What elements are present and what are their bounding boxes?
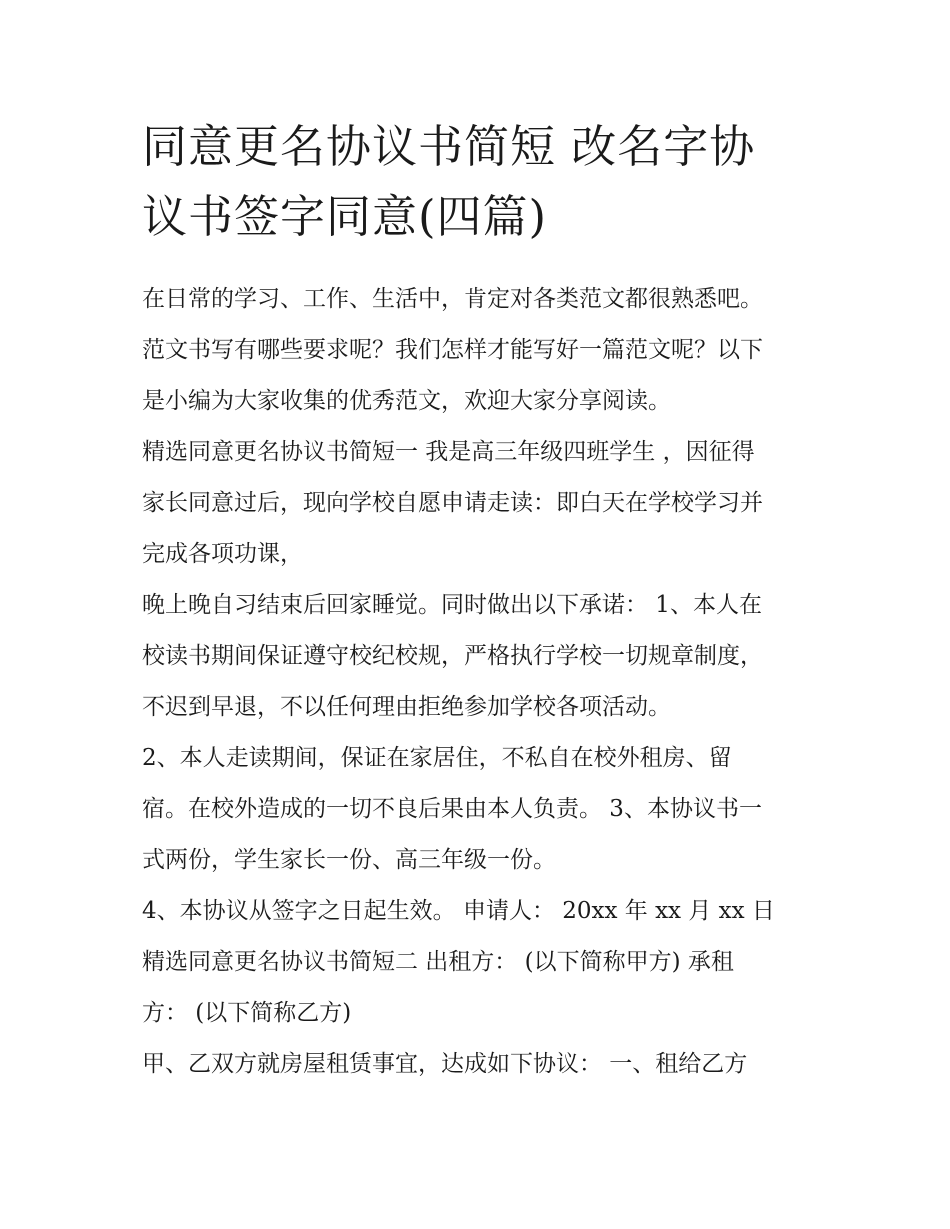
body-line-9: 不迟到早退，不以任何理由拒绝参加学校各项活动。 — [142, 694, 671, 720]
body-line-13: 4、本协议从签字之日起生效。 申请人： 20xx 年 xx 月 xx 日 — [142, 898, 775, 924]
body-line-11: 宿。在校外造成的一切不良后果由本人负责。 3、本协议书一 — [142, 796, 762, 822]
document-title — [142, 112, 822, 252]
body-line-3: 是小编为大家收集的优秀范文，欢迎大家分享阅读。 — [142, 388, 671, 414]
body-line-5: 家长同意过后，现向学校自愿申请走读：即白天在学校学习并 — [142, 490, 763, 516]
body-line-2: 范文书写有哪些要求呢？我们怎样才能写好一篇范文呢？以下 — [142, 337, 763, 363]
body-line-12: 式两份，学生家长一份、高三年级一份。 — [142, 847, 556, 873]
body-line-1: 在日常的学习、工作、生活中，肯定对各类范文都很熟悉吧。 — [142, 286, 763, 312]
document-body — [142, 274, 818, 1090]
body-line-16: 甲、乙双方就房屋租赁事宜，达成如下协议： 一、租给乙方 — [142, 1051, 748, 1077]
body-line-15: 方： (以下简称乙方) — [142, 1000, 352, 1026]
body-line-7: 晚上晚自习结束后回家睡觉。同时做出以下承诺： 1、本人在 — [142, 592, 762, 618]
body-line-8: 校读书期间保证遵守校纪校规，严格执行学校一切规章制度， — [142, 643, 763, 669]
body-line-4: 精选同意更名协议书简短一 我是高三年级四班学生 ，因征得 — [142, 439, 755, 465]
title-line-2: 议书签字同意(四篇) — [142, 190, 548, 243]
title-line-1: 同意更名协议书简短 改名字协 — [142, 120, 756, 173]
body-line-6: 完成各项功课， — [142, 541, 303, 567]
body-line-10: 2、本人走读期间，保证在家居住，不私自在校外租房、留 — [142, 745, 732, 771]
body-line-14: 精选同意更名协议书简短二 出租方： (以下简称甲方) 承租 — [142, 949, 734, 975]
